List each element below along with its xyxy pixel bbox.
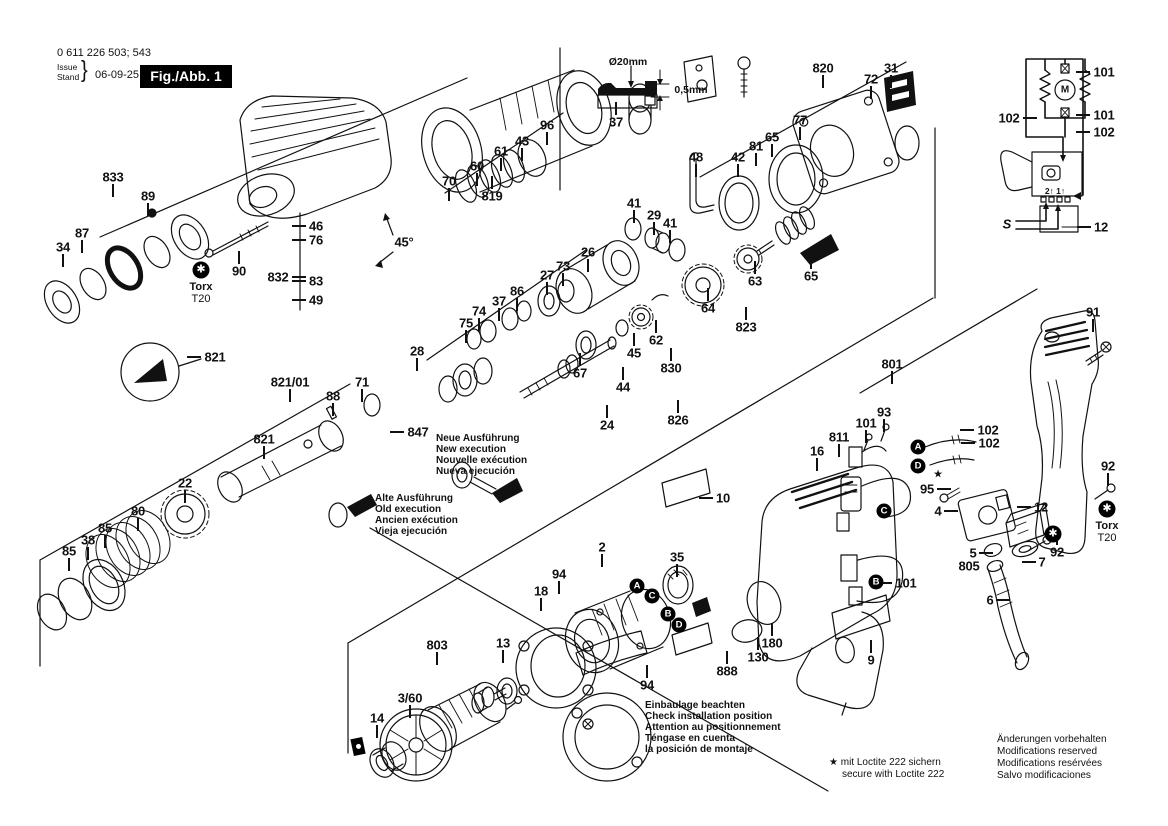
leader-line (979, 552, 993, 553)
leader-line (944, 510, 958, 511)
torx-label-line: Torx (1095, 520, 1119, 532)
figure-label: Fig./Abb. 1 (140, 65, 232, 88)
inset-diameter-dim: Ø20mm (608, 56, 648, 68)
note-line: Modifications reserved (997, 746, 1098, 757)
note-line: Alte Ausführung (375, 493, 453, 504)
leader-line (1076, 71, 1090, 72)
part-label-62: 62 (648, 332, 664, 348)
leader-line (633, 210, 634, 223)
leader-line (184, 490, 185, 503)
part-label-22: 22 (177, 475, 193, 491)
part-label-12: 12 (1033, 499, 1049, 515)
leader-line (699, 497, 713, 498)
leader-line (1107, 473, 1108, 486)
part-label-72: 72 (863, 71, 879, 87)
leader-line (633, 333, 634, 346)
part-label-76: 76 (308, 232, 324, 248)
part-label-180: 180 (761, 635, 783, 651)
part-label-83: 83 (308, 273, 324, 289)
part-label-80: 80 (130, 503, 146, 519)
leader-line (498, 308, 499, 321)
note-line: ★ mit Loctite 222 sichern (829, 757, 941, 768)
leader-line (558, 581, 559, 594)
issue-label: Issue (57, 62, 78, 72)
part-label-63: 63 (747, 273, 763, 289)
issue-date: 06-09-25 (95, 69, 140, 81)
leader-line (81, 240, 82, 253)
leader-line (292, 280, 306, 281)
callout-letter-A: A (630, 579, 645, 594)
circuit-motor-label: M (1060, 84, 1070, 96)
leader-line (87, 547, 88, 560)
callout-letter-B: B (661, 607, 676, 622)
leader-line (546, 132, 547, 145)
leader-line (1017, 506, 1031, 507)
leader-line (771, 144, 772, 157)
leader-line (516, 298, 517, 311)
leader-line (891, 371, 892, 384)
part-label-46: 46 (308, 218, 324, 234)
leader-line (996, 599, 1010, 600)
part-label-820: 820 (812, 60, 834, 76)
note-line: Salvo modificaciones (997, 770, 1091, 781)
part-label-49: 49 (308, 292, 324, 308)
part-label-102: 102 (977, 422, 999, 438)
leader-line (478, 318, 479, 331)
inset-gap-dim: 0,5mm (674, 84, 708, 96)
note-installation (645, 700, 781, 755)
part-label-86: 86 (509, 283, 525, 299)
part-label-71: 71 (354, 374, 370, 390)
part-label-70: 70 (441, 173, 457, 189)
part-label-60: 60 (469, 158, 485, 174)
leader-line (961, 442, 975, 443)
leader-line (361, 389, 362, 402)
part-label-42: 42 (730, 149, 746, 165)
leader-line (502, 650, 503, 663)
stand-label: Stand (57, 71, 80, 82)
part-label-130: 130 (747, 649, 769, 665)
part-label-37: 37 (491, 293, 507, 309)
leader-line (737, 164, 738, 177)
circuit-terminal-labels: 2↑ 1↑ (1044, 186, 1066, 196)
leader-line (937, 488, 951, 489)
leader-line (491, 176, 492, 189)
leader-line (816, 458, 817, 471)
part-label-92: 92 (1049, 544, 1065, 560)
note-line: Check installation position (645, 711, 773, 722)
leader-line (755, 153, 756, 166)
leader-line (1023, 117, 1037, 118)
leader-line (147, 203, 148, 216)
note-line: Nouvelle exécution (436, 455, 528, 466)
leader-line (615, 102, 616, 115)
part-label-16: 16 (809, 443, 825, 459)
part-label-77: 77 (792, 112, 808, 128)
part-label-101: 101 (1093, 107, 1115, 123)
part-label-9: 9 (867, 652, 875, 668)
leader-line (546, 282, 547, 295)
leader-line (68, 558, 69, 571)
torx-screw-icon: ✱ (1099, 501, 1116, 518)
leader-line (799, 127, 800, 140)
part-label-4: 4 (934, 503, 942, 519)
note-line: Neue Ausführung (436, 433, 520, 444)
circuit-switch-arrow-label: S (1002, 216, 1012, 232)
part-label-34: 34 (55, 239, 71, 255)
part-label-95: 95 (919, 481, 935, 497)
leader-line (1077, 226, 1091, 227)
part-label-2: 2 (598, 539, 606, 555)
leader-line (465, 330, 466, 343)
part-label-101: 101 (855, 415, 877, 431)
part-label-94: 94 (551, 566, 567, 582)
leader-line (622, 367, 623, 380)
part-label-823: 823 (735, 319, 757, 335)
leader-line (436, 652, 437, 665)
part-label-6: 6 (986, 592, 994, 608)
issue-stand-label (57, 63, 79, 82)
leader-line (646, 665, 647, 678)
part-label-801: 801 (881, 356, 903, 372)
part-label-805: 805 (958, 558, 980, 574)
leader-line (677, 400, 678, 413)
leader-line (390, 431, 404, 432)
part-label-92: 92 (1100, 458, 1116, 474)
part-label-102: 102 (998, 110, 1020, 126)
note-loctite (829, 757, 944, 781)
part-label-90: 90 (231, 263, 247, 279)
part-label-10: 10 (715, 490, 731, 506)
torx-size-label (1095, 520, 1118, 544)
leader-line (754, 261, 755, 274)
note-line: Old execution (375, 504, 442, 515)
document-part-number: 0 611 226 503; 543 (57, 47, 151, 59)
part-label-96: 96 (539, 117, 555, 133)
note-line: Modifications resérvées (997, 758, 1103, 769)
part-label-35: 35 (669, 549, 685, 565)
leader-line (500, 158, 501, 171)
part-label-45: 45 (626, 345, 642, 361)
part-label-102: 102 (978, 435, 1000, 451)
part-label-28: 28 (409, 343, 425, 359)
note-modifications (997, 734, 1107, 782)
part-label-832: 832 (267, 269, 289, 285)
leader-line (292, 276, 306, 277)
part-label-74: 74 (471, 303, 487, 319)
part-label-82101: 821/01 (270, 374, 310, 390)
torx-label-line: T20 (191, 293, 211, 305)
part-label-91: 91 (1085, 304, 1101, 320)
leader-line (822, 75, 823, 88)
leader-line (238, 251, 239, 264)
part-label-888: 888 (716, 663, 738, 679)
torx-screw-icon: ✱ (1045, 526, 1062, 543)
leader-line (707, 288, 708, 301)
note-line: Einbaulage beachten (645, 700, 746, 711)
note-line: Ancien exécution (375, 515, 458, 526)
leader-line (1076, 114, 1090, 115)
leader-line (745, 307, 746, 320)
leader-line (187, 356, 201, 357)
callout-letter-C: C (877, 504, 892, 519)
note-line: secure with Loctite 222 (842, 769, 945, 780)
loctite-star-mark: ★ (933, 468, 943, 481)
leader-line (670, 348, 671, 361)
leader-line (289, 389, 290, 402)
part-label-61: 61 (493, 143, 509, 159)
part-label-85: 85 (97, 520, 113, 536)
part-label-31: 31 (883, 60, 899, 76)
leader-line (332, 403, 333, 416)
part-label-88: 88 (325, 388, 341, 404)
part-label-821: 821 (204, 349, 226, 365)
part-label-44: 44 (615, 379, 631, 395)
part-label-65: 65 (803, 268, 819, 284)
leader-line (890, 75, 891, 88)
part-label-89: 89 (140, 188, 156, 204)
leader-line (757, 637, 758, 650)
note-line: Téngase en cuenta (645, 733, 736, 744)
part-label-37: 37 (608, 114, 624, 130)
leader-line (870, 640, 871, 653)
part-label-45: 45° (394, 234, 414, 250)
part-label-41: 41 (626, 195, 642, 211)
note-line: Attention au positionnement (645, 722, 781, 733)
part-label-18: 18 (533, 583, 549, 599)
leader-line (771, 623, 772, 636)
callout-letter-B: B (869, 575, 884, 590)
note-line: Nueva ejecución (436, 466, 515, 477)
torx-label-line: T20 (1097, 532, 1117, 544)
leader-line (695, 164, 696, 177)
part-label-29: 29 (646, 207, 662, 223)
part-label-43: 43 (514, 133, 530, 149)
part-label-85: 85 (61, 543, 77, 559)
leader-line (521, 148, 522, 161)
leader-line (1092, 319, 1093, 332)
leader-line (448, 188, 449, 201)
leader-line (653, 222, 654, 235)
leader-line (810, 256, 811, 269)
part-label-48: 48 (688, 149, 704, 165)
leader-line (476, 173, 477, 186)
leader-line (726, 651, 727, 664)
part-label-847: 847 (407, 424, 429, 440)
part-label-101: 101 (1093, 64, 1115, 80)
leader-line (416, 358, 417, 371)
part-label-12: 12 (1093, 219, 1109, 235)
leader-line (601, 554, 602, 567)
leader-line (104, 535, 105, 548)
part-label-826: 826 (667, 412, 689, 428)
callout-letter-D: D (672, 618, 687, 633)
leader-line (865, 430, 866, 443)
part-label-7: 7 (1038, 554, 1046, 570)
part-label-819: 819 (481, 188, 503, 204)
part-label-803: 803 (426, 637, 448, 653)
part-label-93: 93 (876, 404, 892, 420)
leader-line (62, 254, 63, 267)
leader-line (376, 725, 377, 738)
note-line: New execution (436, 444, 507, 455)
part-label-81: 81 (748, 138, 764, 154)
part-label-94: 94 (639, 677, 655, 693)
leader-line (263, 446, 264, 459)
leader-line (540, 598, 541, 611)
note-line: Änderungen vorbehalten (997, 734, 1107, 745)
part-label-13: 13 (495, 635, 511, 651)
note-old-execution (375, 493, 458, 537)
part-label-101: 101 (895, 575, 917, 591)
leader-line (562, 273, 563, 286)
leader-line (292, 225, 306, 226)
leader-line (676, 564, 677, 577)
part-label-73: 73 (555, 258, 571, 274)
part-label-41: 41 (662, 215, 678, 231)
leader-line (1022, 561, 1036, 562)
leader-line (606, 405, 607, 418)
torx-size-label (189, 281, 212, 305)
torx-screw-icon: ✱ (193, 262, 210, 279)
leader-line (137, 518, 138, 531)
leader-line (1076, 131, 1090, 132)
callout-letter-D: D (911, 459, 926, 474)
part-label-26: 26 (580, 244, 596, 260)
brace-glyph: } (81, 57, 88, 83)
leader-line (960, 429, 974, 430)
part-label-833: 833 (102, 169, 124, 185)
torx-label-line: Torx (189, 281, 213, 293)
part-label-64: 64 (700, 300, 716, 316)
part-label-821: 821 (253, 431, 275, 447)
leader-line (409, 705, 410, 718)
leader-line (587, 259, 588, 272)
leader-line (112, 184, 113, 197)
part-label-38: 38 (80, 532, 96, 548)
part-label-87: 87 (74, 225, 90, 241)
part-label-24: 24 (599, 417, 615, 433)
callout-letter-C: C (645, 589, 660, 604)
part-label-5: 5 (969, 545, 977, 561)
leader-line (883, 419, 884, 432)
leader-line (292, 299, 306, 300)
part-label-67: 67 (572, 365, 588, 381)
leader-line (655, 320, 656, 333)
leader-line (669, 230, 670, 243)
leader-line (870, 86, 871, 99)
part-label-102: 102 (1093, 124, 1115, 140)
part-label-65: 65 (764, 129, 780, 145)
note-line: Vieja ejecución (375, 526, 448, 537)
note-new-execution (436, 433, 527, 477)
part-label-811: 811 (828, 429, 850, 445)
part-label-75: 75 (458, 315, 474, 331)
part-label-360: 3/60 (397, 690, 423, 706)
note-line: la posición de montaje (645, 744, 753, 755)
leader-line (579, 353, 580, 366)
leader-line (838, 444, 839, 457)
callout-letter-A: A (911, 440, 926, 455)
part-label-27: 27 (539, 267, 555, 283)
part-label-14: 14 (369, 710, 385, 726)
part-label-830: 830 (660, 360, 682, 376)
leader-line (292, 239, 306, 240)
